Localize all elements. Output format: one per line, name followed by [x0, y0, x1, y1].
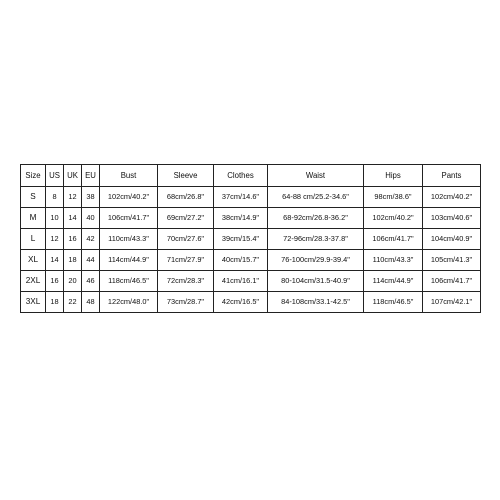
cell-hips: 106cm/41.7"	[364, 229, 423, 250]
table-row	[21, 208, 481, 229]
cell-uk: 16	[64, 229, 82, 250]
cell-pants: 106cm/41.7"	[423, 271, 481, 292]
cell-waist: 84-108cm/33.1-42.5"	[268, 292, 364, 313]
header-size: Size	[21, 165, 46, 187]
cell-clothes: 40cm/15.7"	[214, 250, 268, 271]
cell-us: 10	[46, 208, 64, 229]
cell-us: 18	[46, 292, 64, 313]
cell-eu: 46	[82, 271, 100, 292]
header-hips: Hips	[364, 165, 423, 187]
cell-hips: 102cm/40.2"	[364, 208, 423, 229]
table-row	[21, 229, 481, 250]
table-row	[21, 250, 481, 271]
header-bust: Bust	[100, 165, 158, 187]
cell-hips: 114cm/44.9"	[364, 271, 423, 292]
cell-hips: 110cm/43.3"	[364, 250, 423, 271]
cell-pants: 104cm/40.9"	[423, 229, 481, 250]
cell-bust: 102cm/40.2"	[100, 187, 158, 208]
cell-hips: 98cm/38.6"	[364, 187, 423, 208]
cell-eu: 42	[82, 229, 100, 250]
cell-waist: 64-88 cm/25.2-34.6"	[268, 187, 364, 208]
cell-eu: 40	[82, 208, 100, 229]
cell-us: 14	[46, 250, 64, 271]
cell-eu: 38	[82, 187, 100, 208]
header-sleeve: Sleeve	[158, 165, 214, 187]
cell-us: 16	[46, 271, 64, 292]
cell-sleeve: 71cm/27.9"	[158, 250, 214, 271]
cell-pants: 103cm/40.6"	[423, 208, 481, 229]
cell-size: S	[21, 187, 46, 208]
cell-eu: 44	[82, 250, 100, 271]
cell-clothes: 42cm/16.5"	[214, 292, 268, 313]
cell-clothes: 38cm/14.9"	[214, 208, 268, 229]
cell-size: XL	[21, 250, 46, 271]
cell-size: 2XL	[21, 271, 46, 292]
cell-bust: 122cm/48.0"	[100, 292, 158, 313]
cell-size: L	[21, 229, 46, 250]
header-us: US	[46, 165, 64, 187]
cell-uk: 22	[64, 292, 82, 313]
header-uk: UK	[64, 165, 82, 187]
cell-bust: 106cm/41.7"	[100, 208, 158, 229]
cell-bust: 110cm/43.3"	[100, 229, 158, 250]
header-clothes: Clothes	[214, 165, 268, 187]
cell-uk: 18	[64, 250, 82, 271]
cell-sleeve: 68cm/26.8"	[158, 187, 214, 208]
cell-clothes: 41cm/16.1"	[214, 271, 268, 292]
cell-uk: 20	[64, 271, 82, 292]
cell-clothes: 39cm/15.4"	[214, 229, 268, 250]
cell-waist: 76-100cm/29.9-39.4"	[268, 250, 364, 271]
cell-eu: 48	[82, 292, 100, 313]
header-pants: Pants	[423, 165, 481, 187]
cell-waist: 68-92cm/26.8-36.2"	[268, 208, 364, 229]
table-header-row	[21, 165, 481, 187]
cell-bust: 118cm/46.5"	[100, 271, 158, 292]
table-row	[21, 292, 481, 313]
cell-bust: 114cm/44.9"	[100, 250, 158, 271]
cell-pants: 107cm/42.1"	[423, 292, 481, 313]
cell-waist: 80-104cm/31.5-40.9"	[268, 271, 364, 292]
cell-sleeve: 72cm/28.3"	[158, 271, 214, 292]
header-waist: Waist	[268, 165, 364, 187]
size-chart-table	[20, 164, 481, 313]
cell-size: 3XL	[21, 292, 46, 313]
cell-sleeve: 73cm/28.7"	[158, 292, 214, 313]
cell-sleeve: 69cm/27.2"	[158, 208, 214, 229]
cell-size: M	[21, 208, 46, 229]
table-row	[21, 187, 481, 208]
cell-hips: 118cm/46.5"	[364, 292, 423, 313]
cell-pants: 105cm/41.3"	[423, 250, 481, 271]
cell-waist: 72-96cm/28.3-37.8"	[268, 229, 364, 250]
cell-us: 8	[46, 187, 64, 208]
cell-pants: 102cm/40.2"	[423, 187, 481, 208]
cell-uk: 12	[64, 187, 82, 208]
cell-us: 12	[46, 229, 64, 250]
cell-sleeve: 70cm/27.6"	[158, 229, 214, 250]
cell-uk: 14	[64, 208, 82, 229]
table-row	[21, 271, 481, 292]
header-eu: EU	[82, 165, 100, 187]
cell-clothes: 37cm/14.6"	[214, 187, 268, 208]
